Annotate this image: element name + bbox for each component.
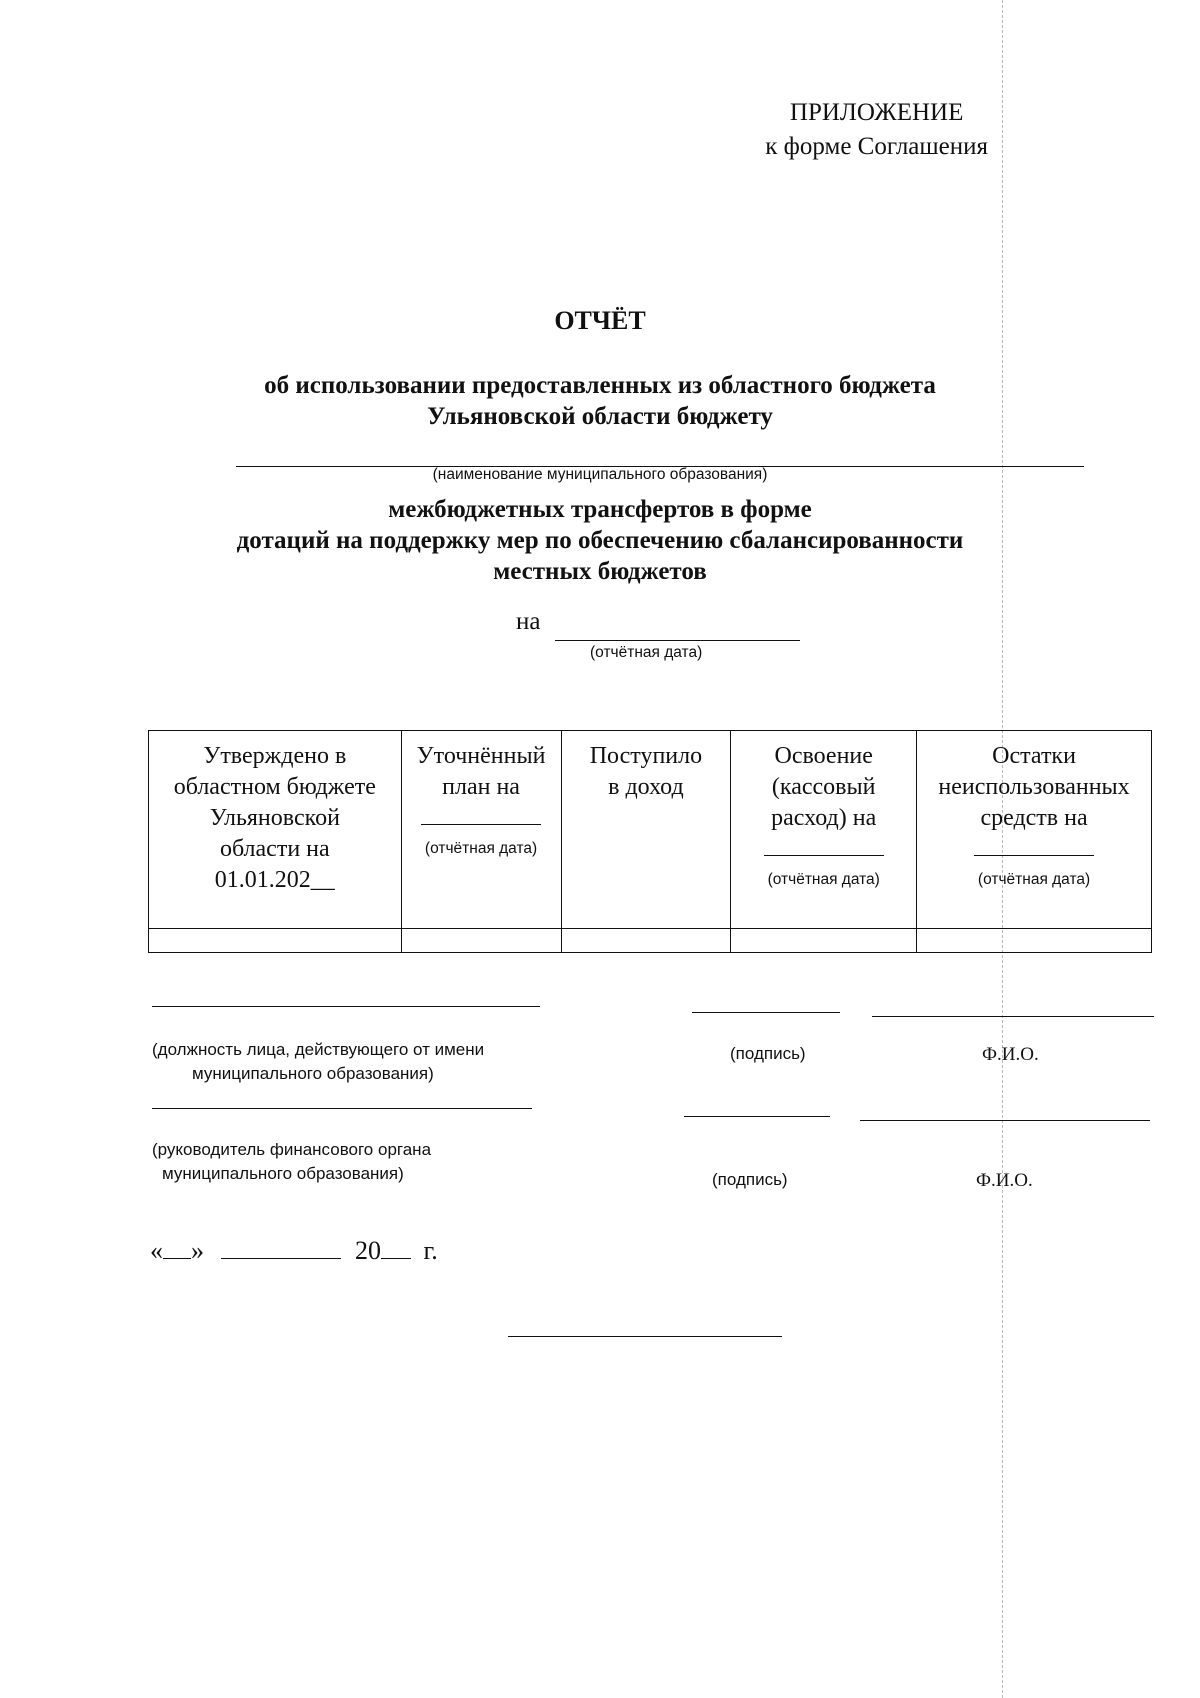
table-header-row: [149, 731, 1152, 929]
date-footer: [150, 1236, 438, 1266]
subtitle-block-2: [0, 494, 1200, 587]
appendix-subtitle: к форме Соглашения: [765, 133, 988, 160]
unused-balance-date-line[interactable]: [974, 841, 1094, 856]
date-open-quote: «: [150, 1236, 163, 1265]
appendix-header: [765, 96, 988, 164]
column-unused-balance: Остатки неиспользованных средств на (отчётная дата): [917, 731, 1152, 929]
subtitle-line-4: дотаций на поддержку мер по обеспечению сбалансированности: [236, 527, 964, 554]
table-row: [149, 929, 1152, 953]
table-cell-approved[interactable]: [149, 929, 402, 953]
date-close-quote: »: [191, 1236, 204, 1265]
report-date-line[interactable]: [555, 640, 800, 641]
signer-2-position-line[interactable]: [152, 1108, 532, 1109]
signer-1-position-caption: (должность лица, действующего от имени муниципального образования): [152, 1040, 485, 1083]
document-title: ОТЧЁТ: [554, 306, 646, 335]
signer-1-name-line[interactable]: [872, 1016, 1154, 1017]
cash-expenditure-date-line[interactable]: [764, 841, 884, 856]
subtitle-line-5: местных бюджетов: [493, 558, 707, 585]
signer-2-signature-caption: (подпись): [712, 1170, 788, 1189]
year-prefix: 20: [355, 1236, 381, 1265]
table-cell-revised-plan[interactable]: [401, 929, 561, 953]
signer-1-signature-line[interactable]: [692, 1012, 840, 1013]
table-cell-cash-expenditure[interactable]: [731, 929, 917, 953]
revised-plan-date-line[interactable]: [421, 810, 541, 825]
subtitle-line-3: межбюджетных трансфертов в форме: [388, 496, 812, 523]
subtitle-block-1: [0, 370, 1200, 432]
signer-1-position-line[interactable]: [152, 1006, 540, 1007]
report-date-caption: (отчётная дата): [590, 644, 703, 661]
table-cell-received[interactable]: [561, 929, 731, 953]
report-date-prefix: на: [516, 608, 541, 635]
report-table: [148, 730, 1152, 953]
year-blank[interactable]: [381, 1240, 411, 1259]
month-blank[interactable]: [221, 1240, 341, 1259]
table-cell-unused-balance[interactable]: [917, 929, 1152, 953]
signer-1-signature-caption: (подпись): [730, 1044, 806, 1063]
subtitle-line-2: Ульяновской области бюджету: [427, 403, 773, 430]
signer-2-name-line[interactable]: [860, 1120, 1150, 1121]
subtitle-line-1: об использовании предоставленных из областного бюджета: [264, 372, 936, 399]
column-received: Поступило в доход: [561, 731, 731, 929]
year-suffix: г.: [423, 1236, 438, 1265]
column-revised-plan: Уточнённый план на (отчётная дата): [401, 731, 561, 929]
signer-1-name-caption: Ф.И.О.: [982, 1044, 1039, 1065]
municipality-caption: (наименование муниципального образования): [432, 466, 768, 483]
day-blank[interactable]: [163, 1240, 191, 1259]
column-cash-expenditure: Освоение (кассовый расход) на (отчётная дата): [731, 731, 917, 929]
appendix-title: ПРИЛОЖЕНИЕ: [789, 99, 964, 126]
signer-2-name-caption: Ф.И.О.: [976, 1170, 1033, 1191]
closing-separator: [508, 1336, 782, 1337]
signer-2-signature-line[interactable]: [684, 1116, 830, 1117]
signer-2-position-caption: (руководитель финансового органа муниципального образования): [152, 1140, 432, 1183]
column-approved: Утверждено в областном бюджете Ульяновской области на 01.01.202__: [149, 731, 402, 929]
